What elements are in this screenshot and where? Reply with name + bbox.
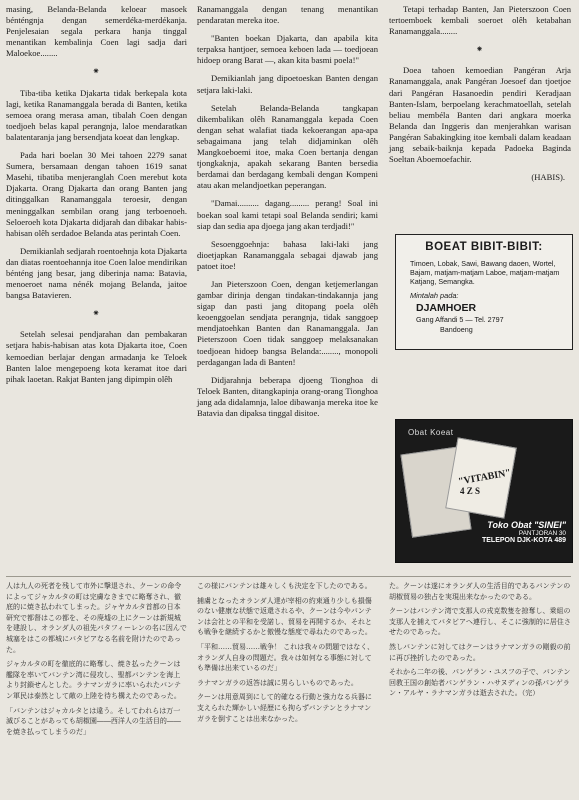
jp-paragraph: 然しバンテンに対してはクーンはラナマンガラの剛毅の前に再び挫折したのであった。 bbox=[389, 642, 571, 662]
jp-paragraph: クーンはバンテン湾で支那人の戎克数隻を掠奪し、乗組の支那人を捕えてバタビアへ連行し、そこに強制的に居住させたのであった。 bbox=[389, 607, 571, 637]
paragraph: Didjarahnja beberapa djoeng Tionghoa di Teloek Banten, ditangkapinja orang-orang Tionghoa jang ada didalamnja, laloe dibawanja mereka itoe ke Batavia dan dipaksa tinggal disitoe. bbox=[197, 374, 378, 418]
quote-paragraph: "Damai.......... dagang......... perang! Soal ini boekan soal kami tetapi soal Belanda sendiri; kami siap dan sedia apa djoega jang akan terdjadi!" bbox=[197, 198, 378, 231]
paragraph: Demikianlah jang dipoetoeskan Banten dengan setjara laki-laki. bbox=[197, 73, 378, 95]
japanese-column-2 bbox=[197, 581, 378, 799]
ad-seller-name: DJAMHOER bbox=[416, 302, 477, 314]
paragraph: Demikianlah sedjarah roentoehnja kota Djakarta dan diatas roentoehannja itoe Coen laloe mendirikan bénténg jang besar, jang diberinja nama: Batavia, menoeroet nama nénék mojang Belanda, jaitoe bangsa Batavieren. bbox=[6, 245, 187, 301]
article-column-3 bbox=[389, 4, 571, 183]
paragraph: Setelah selesai pendjarahan dan pembakaran setjara habis-habisan atas kota Djakarta itoe, Coen kemoedian berlajar dengan armadanja ke Teloek Banten laloe mengepoeng kota keramat itoe dari pihak laoetan. Rakjat Banten jang dipimpin olêh bbox=[6, 329, 187, 384]
paragraph: Sesoenggoehnja: bahasa laki-laki jang dioetjapkan Ranamanggala sebagai djawab jang patoet itoe! bbox=[197, 238, 378, 271]
jp-paragraph: 「バンテンはジャカルタとは違う。そしてわれらは万一滅びることがあっても胡椒園――西洋人の生活目的――を焼き払ってしまうのだ」 bbox=[6, 706, 181, 736]
paragraph: Ranamanggala dengan tenang menantikan pendaratan mereka itoe. bbox=[197, 4, 378, 26]
ad-shop-street: PANTJORAN 30 bbox=[518, 530, 566, 537]
paragraph: Tiba-tiba ketika Djakarta tidak berkepala kota lagi, ketika Ranamanggala berada di Banten, ketika semoea orang merasa aman, tibalah Coen dengan toedjoeh belas kapal perangnja, laloe mendaratkan balatentaranja jang bersendjata koeat dan lengkap. bbox=[6, 87, 187, 142]
ad-title: BOEAT BIBIT-BIBIT: bbox=[425, 241, 543, 253]
seed-advertisement bbox=[395, 234, 573, 350]
ad-order-label: Mintalah pada: bbox=[410, 291, 459, 300]
jp-paragraph: クーンは用意周到にして的確なる行動と強力なる兵器に支えられた輝かしい経歴にも拘らずバンテンとラナマンガラを倒すことは出来なかった。 bbox=[197, 693, 372, 723]
japanese-column-3 bbox=[389, 581, 571, 799]
jp-paragraph: ラナマンガラの返答は誠に男らしいものであった。 bbox=[197, 678, 358, 687]
paragraph: Jan Pieterszoon Coen, dengan ketjemerlangan gambar dirinja dengan tindakan-tindakannja jang sigap dan pasti jang ditopang poela olêh keoenggoelan sendjata perangnja, tidak sanggoep mendjatoehkan Banten dan Ranamanggala. Jan Pieterszoon Coen tidak sanggoep melaksanakan toedjoean hidoep bangsa Belanda:........, monopoli perdagangan lada di Banten! bbox=[197, 278, 378, 367]
ad-shop-phone: TELEPON DJK-KOTA 489 bbox=[481, 537, 566, 544]
ad-shop-block bbox=[482, 520, 566, 544]
section-ornament: ⁕ bbox=[475, 44, 485, 55]
ad-city: Bandoeng bbox=[440, 325, 473, 334]
jp-paragraph: 「平和……貿易……戦争！ これは我々の問題ではなく、オランダ人自身の問題だ。我々は如何なる事態に対しても準備は出来ているのだ」 bbox=[197, 642, 375, 673]
ad-seed-list: Timoen, Lobak, Sawi, Bawang daoen, Wortel, Bajam, matjam-matjam Laboe, matjam-matjam Katjang, Semangka. bbox=[410, 259, 560, 286]
paragraph: Setelah Belanda-Belanda tangkapan dikembalikan olêh Ranamanggala kepada Coen dengan sehat walafiat tiada kekoerangan apa-apa sebagaimana jang telah didjaminkan olêh Mangkoeboemi itoe, maka Coen bertanja dengan tjongkaknja, apakah sekarang Banten bersedia berdamai dan berdagang kembali dengan Kompeni atau akan melandjoetkan peperangan. bbox=[197, 102, 378, 191]
section-ornament: ⁕ bbox=[92, 66, 101, 77]
ad-tagline: Obat Koeat bbox=[408, 428, 454, 437]
ad-size: 4 Z S bbox=[460, 486, 481, 496]
quote-paragraph: "Banten boekan Djakarta, dan apabila kita terpaksa hantjoer, semoea keboen lada — toedjoean hidoep orang Barat —, akan kita basmi poela!" bbox=[197, 33, 378, 66]
jp-paragraph: 捕虜となったオランダ人達が宰相の約束通り少しも損傷のない健康な状態で返還されるや、クーンは今やバンテンは会社との平和を受諾し、貿易を再開するか、それとも戦争を継続するかと傲慢な態度で尋ねたのであった。 bbox=[197, 596, 372, 637]
jp-paragraph: ジャカルタの町を徹底的に略奪し、焼き払ったクーンは艦隊を率いてバンテン湾に侵攻し、聖都バンテンを海上より封鎖せんとした。ラナマンガラに率いられたバンテン軍民は泰然として敵の上陸を待ち構えたのであった。 bbox=[6, 660, 181, 700]
author-signature: (HABIS). bbox=[531, 172, 565, 183]
paragraph: Pada hari boelan 30 Mei tahoen 2279 sanat Sumera, bersamaan dengan tahoen 1619 sanat Masehi, tibatiba menjeranglah Coen merebut kota Djakarta. Orang Djakarta dan orang Banten jang ditinggalkan Ranamanggala teroesir, dengan meninggalkan sembilan orang jang terboenoeh. Seloeroeh kota Djakarta didjarah dan dibakar habis-habisan olêh serdadoe Belanda atas perintah Coen. bbox=[6, 150, 187, 238]
japanese-column-1 bbox=[6, 581, 187, 799]
jp-paragraph: この様にバンテンは雄々しくも決定を下したのである。 bbox=[197, 582, 372, 590]
ad-shop-name: Toko Obat "SINEI" bbox=[487, 520, 566, 530]
paragraph: masing, Belanda-Belanda keloear masoek bénténgnja dengan semerdéka-merdékanja. Penjelesaian segala perkara hanja tinggal menantikan kembalinja Coen lagi sadja dari Maloekoe........ bbox=[6, 4, 187, 59]
jp-paragraph: 人は九人の死者を残して市外に撃退され、クーンの命令によってジャカルタの町は完膚なきまでに略奪され、徹底的に焼き払われてしまった。ジャヤカルタ首都の日本研究で都督はこの都を、その廃墟の上にクーンは新規城を建設し、オランダ人の祖先バタフィーレンの名に因んで城塞をはこの都城にバタビアなる名前を附けたのであった。 bbox=[6, 582, 187, 654]
divider bbox=[6, 576, 571, 577]
jp-paragraph: た。クーンは遂にオランダ人の生活目的であるバンテンの胡椒貿易の独占を実現出来なかったのである。 bbox=[389, 582, 571, 601]
article-column-2 bbox=[197, 4, 378, 426]
paragraph: Doea tahoen kemoedian Pangéran Arja Ranamanggala, anak Pangéran Joesoef dan tjoetjoe dari Pangéran Hasanoedin pendiri Keradjaan Banten-Islam, berpoelang kerachmatoellah, setelah beliau membéla Banten dari angkara moerka Belanda dan Inggeris dan menjerahkan warisan Pangéran Sabakingking itoe kembali dalam keadaan jang sebaik-baiknja kepada Padoeka Baginda Soeltan Aboemoefachir. bbox=[389, 65, 571, 165]
ad-address: Gang Affandi 5 — Tel. 2797 bbox=[416, 315, 504, 324]
section-ornament: ⁕ bbox=[92, 308, 101, 319]
ad-brand: "VITABIN" bbox=[457, 467, 512, 488]
article-column-1 bbox=[6, 4, 187, 392]
paragraph: Tetapi terhadap Banten, Jan Pieterszoon Coen tertoemboek kembali soeroet olêh ketabahan Ranamanggala........ bbox=[389, 4, 571, 37]
vitabin-advertisement bbox=[395, 419, 573, 563]
jp-paragraph: それから二年の後、パンゲラン・ユスフの子で、バンテン回教王国の創始者パンゲラン・ハサヌディンの孫パンゲラン・アルヤ・ラナマンガラは逝去された。（完） bbox=[389, 668, 571, 698]
